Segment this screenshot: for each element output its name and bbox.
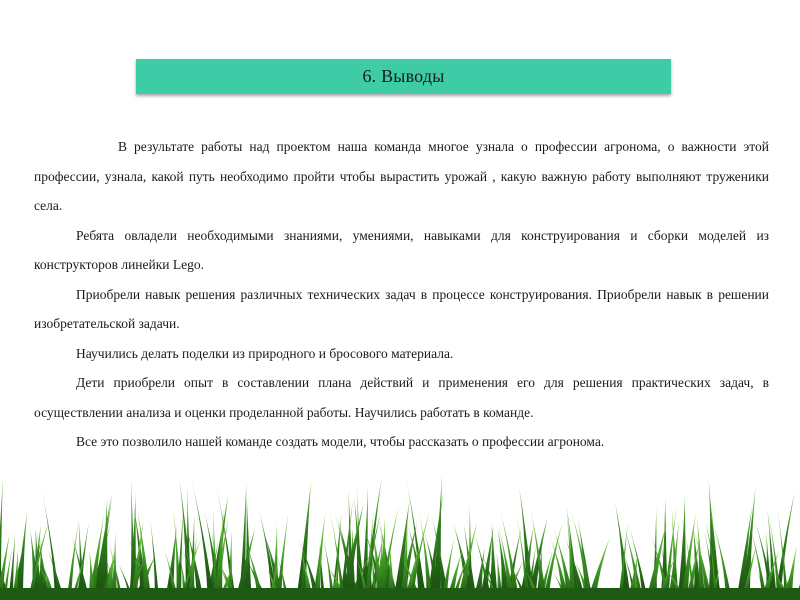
paragraph-5: Дети приобрели опыт в составлении плана действий и применения его для решения практических задач, в осуществлении анализа и оценки проделанной работы. Научились работать в команде.: [34, 375, 769, 420]
paragraph-1: В результате работы над проектом наша команда многое узнала о профессии агронома, о важности этой профессии, узнала, какой путь необходимо пройти чтобы вырастить урожай , какую важную работу выполняют труженики села.: [34, 139, 769, 213]
grass-blade: [276, 513, 288, 600]
title-bar: [136, 59, 671, 94]
grass-blade: [150, 515, 160, 600]
paragraph-2: Ребята овладели необходимыми знаниями, умениями, навыками для конструирования и сборки моделей из конструкторов линейки Lego.: [34, 227, 769, 272]
grass-border-image: [0, 470, 800, 600]
paragraph-3: Приобрели навык решения различных технических задач в процессе конструирования. Приобрели навык в решении изобретательской задачи.: [34, 286, 769, 331]
conclusions-text: [34, 132, 769, 457]
paragraph-6: Все это позволило нашей команде создать модели, чтобы рассказать о профессии агронома.: [76, 434, 605, 449]
paragraph-4: Научились делать поделки из природного и бросового материала.: [76, 345, 454, 361]
slide-title: 6. Выводы: [362, 66, 445, 86]
